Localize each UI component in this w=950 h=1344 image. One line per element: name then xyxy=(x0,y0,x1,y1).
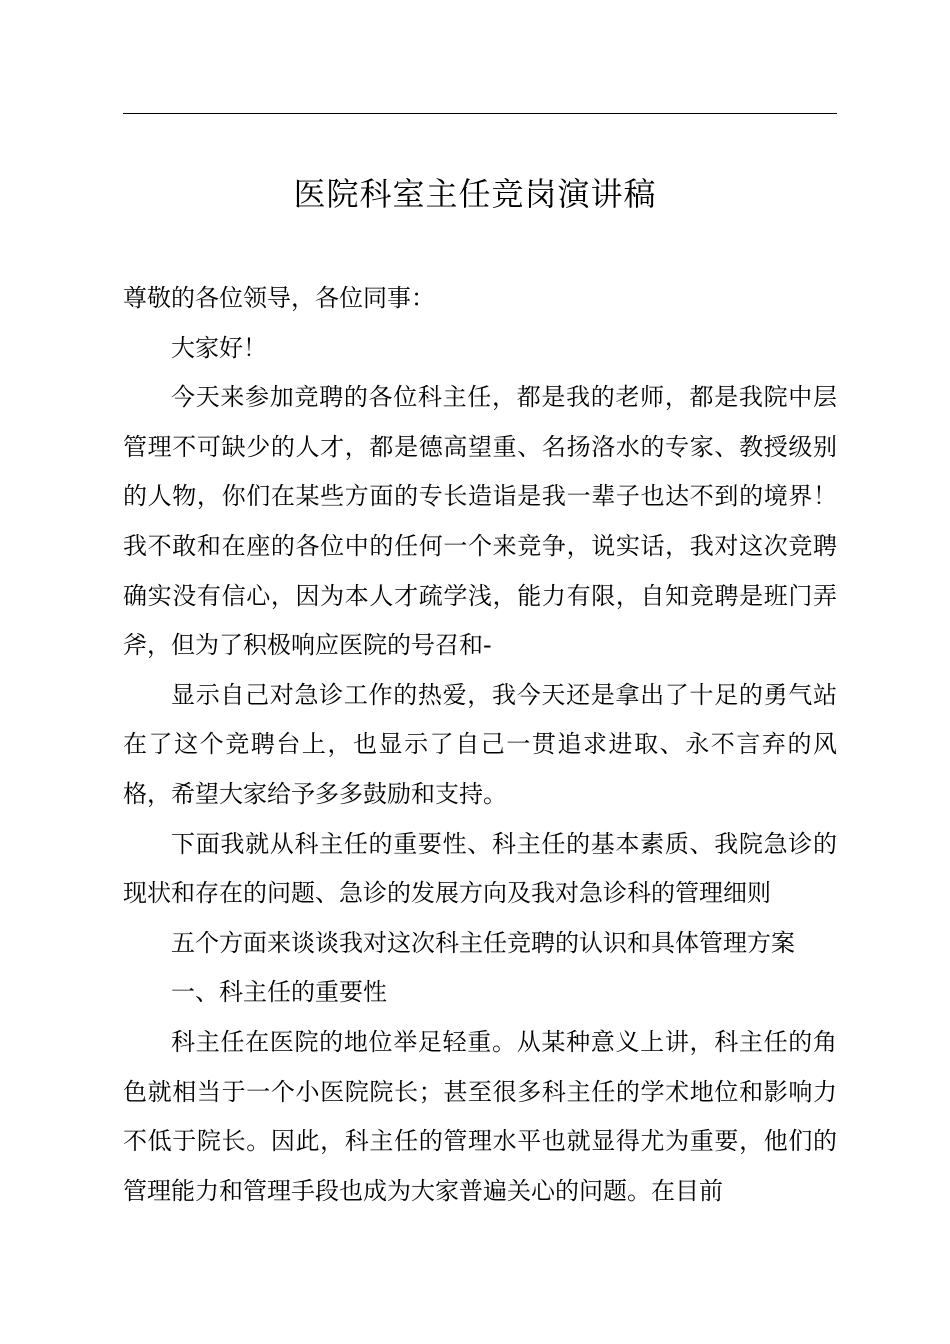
paragraph-courage: 显示自己对急诊工作的热爱，我今天还是拿出了十足的勇气站在了这个竞聘台上，也显示了自己一贯追求进取、永不言弃的风格，希望大家给予多多鼓励和支持。 xyxy=(123,680,837,808)
paragraph-intro: 今天来参加竞聘的各位科主任，都是我的老师，都是我院中层管理不可缺少的人才，都是德高望重、名扬洛水的专家、教授级别的人物，你们在某些方面的专长造诣是我一辈子也达不到的境界！我不敢和在座的各位中的任何一个来竞争，说实话，我对这次竞聘确实没有信心，因为本人才疏学浅，能力有限，自知竞聘是班门弄斧，但为了积极响应医院的号召和- xyxy=(123,383,837,660)
document-title: 医院科室主任竞岗演讲稿 xyxy=(293,175,657,213)
salutation: 尊敬的各位领导，各位同事： xyxy=(123,284,435,312)
paragraph-greeting: 大家好！ xyxy=(171,333,267,362)
document-body xyxy=(123,274,837,1216)
section-heading-importance: 一、科主任的重要性 xyxy=(171,978,387,1007)
paragraph-outline: 下面我就从科主任的重要性、科主任的基本素质、我院急诊的现状和存在的问题、急诊的发展方向及我对急诊科的管理细则 xyxy=(123,829,837,908)
paragraph-importance: 科主任在医院的地位举足轻重。从某种意义上讲，科主任的角色就相当于一个小医院院长；甚至很多科主任的学术地位和影响力不低于院长。因此，科主任的管理水平也就显得尤为重要，他们的管理能力和管理手段也成为大家普遍关心的问题。在目前 xyxy=(123,1027,837,1205)
paragraph-five-aspects: 五个方面来谈谈我对这次科主任竞聘的认识和具体管理方案 xyxy=(171,928,795,957)
header-rule xyxy=(123,113,837,114)
